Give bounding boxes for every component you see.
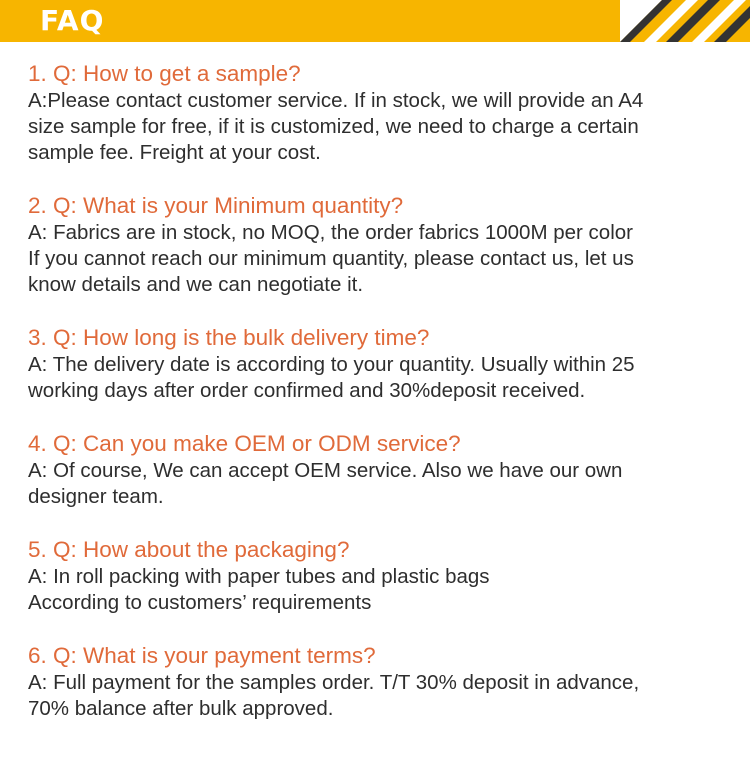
faq-answer: A: Full payment for the samples order. T/T 30% deposit in advance, 70% balance after bulk approved. (28, 671, 640, 720)
faq-answer: A: Fabrics are in stock, no MOQ, the order fabrics 1000M per color If you cannot reach our minimum quantity, please contact us, let us know details and we can negotiate it. (28, 221, 634, 296)
page-title: FAQ (40, 4, 105, 37)
faq-answer: A: The delivery date is according to your quantity. Usually within 25 working days after order confirmed and 30%deposit received. (28, 353, 635, 402)
faq-header-bar (0, 0, 750, 42)
faq-item-2 (28, 192, 728, 298)
faq-question: 2. Q: What is your Minimum quantity? (28, 193, 404, 218)
faq-question: 6. Q: What is your payment terms? (28, 643, 376, 668)
faq-item-1 (28, 60, 728, 166)
faq-question: 5. Q: How about the packaging? (28, 537, 350, 562)
faq-item-5 (28, 536, 728, 616)
faq-item-6 (28, 642, 728, 722)
faq-question: 4. Q: Can you make OEM or ODM service? (28, 431, 461, 456)
faq-answer: A: Of course, We can accept OEM service. Also we have our own designer team. (28, 459, 623, 508)
diagonal-stripes-decoration (620, 0, 750, 42)
faq-answer: A:Please contact customer service. If in stock, we will provide an A4 size sample for free, if it is customized, we need to charge a certain sample fee. Freight at your cost. (28, 89, 644, 164)
faq-list (28, 60, 728, 748)
faq-question: 1. Q: How to get a sample? (28, 61, 301, 86)
faq-question: 3. Q: How long is the bulk delivery time? (28, 325, 430, 350)
faq-item-4 (28, 430, 728, 510)
faq-item-3 (28, 324, 728, 404)
faq-answer: A: In roll packing with paper tubes and plastic bags According to customers’ requirements (28, 565, 490, 614)
